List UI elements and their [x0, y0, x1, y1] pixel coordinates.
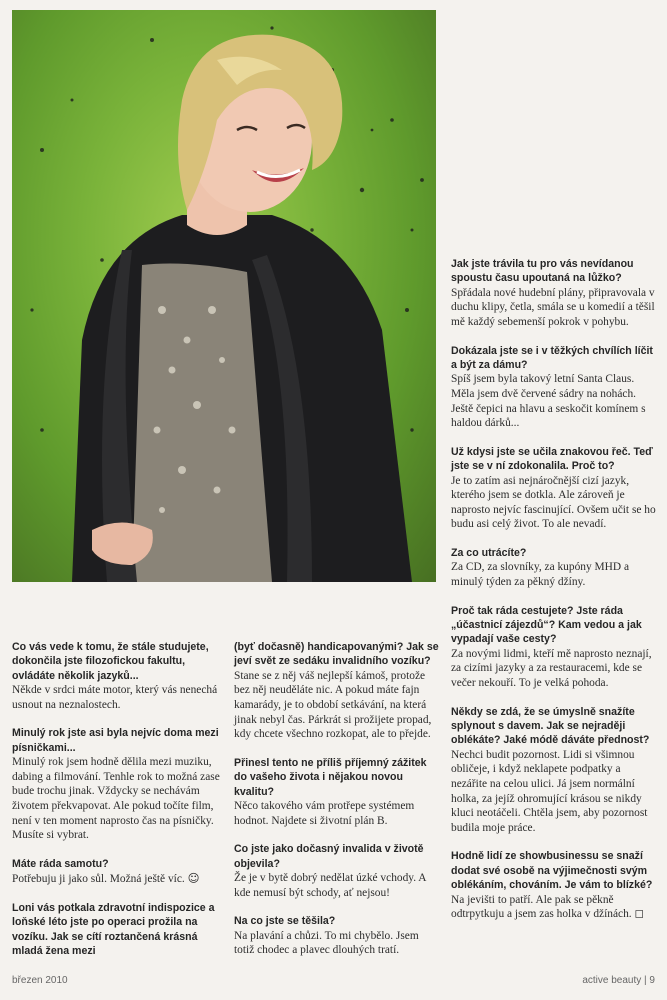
question: Co vás vede k tomu, že stále studujete, dokončila jste filozofickou fakultu, ovládáte několik jazyků... [12, 641, 209, 682]
question: Přinesl tento ne příliš příjemný zážitek do vašeho života i nějakou novou kvalitu? [234, 756, 427, 798]
question: Hodně lidí ze showbusinessu se snaží dodat své osobě na výjimečnosti svým oblékáním, chováním. Je vám to blízké? [451, 850, 653, 892]
qa-block [12, 726, 222, 842]
qa-block [451, 344, 657, 431]
question: Dokázala jste se i v těžkých chvílích líčit a být za dámu? [451, 344, 653, 371]
article-column-left [12, 640, 222, 972]
answer: Za novými lidmi, kteří mě naprosto neznají, za cizími jazyky a za restauracemi, kde se večer nekouří. To je velká pohoda. [451, 647, 652, 689]
photo-illustration [12, 10, 436, 582]
answer: Za CD, za slovníky, za kupóny MHD a minulý týden za pěkný džíny. [451, 561, 629, 588]
portrait-photo [12, 10, 436, 582]
question: Proč tak ráda cestujete? Jste ráda „účastnicí zájezdů“? Kam vedou a jak vypadají vaše cesty? [451, 604, 642, 646]
answer: Nechci budit pozornost. Lidi si všimnou obličeje, i když neklapete podpatky a nezářite na celou ulici. Já jsem normální holka, za jejíž ohromující krásou se nikdy kluci neotáčeli. Chtěla jsem, aby pozornost budila moje práce. [451, 748, 648, 834]
qa-block [234, 914, 440, 958]
qa-block [451, 849, 657, 921]
answer: Na plavání a chůzi. To mi chybělo. Jsem totiž chodec a plavec dlouhých tratí. [234, 929, 419, 957]
question: Jak jste trávila tu pro vás nevídanou spoustu času upoutaná na lůžko? [451, 258, 634, 285]
qa-block [12, 901, 222, 959]
question: Už kdysi jste se učila znakovou řeč. Teď jste se v ní zdokonalila. Proč to? [451, 445, 653, 473]
answer: Něco takového vám protřepe systémem hodnot. Najdete si životní plán B. [234, 800, 415, 827]
article-column-right [451, 257, 657, 936]
answer: Spřádala nové hudební plány, připravovala v duchu klipy, četla, smála se u komedií a těšil mě každý sebemenší pokrok v pohybu. [451, 286, 655, 328]
qa-block [451, 445, 657, 532]
question: Za co utrácíte? [451, 546, 527, 559]
smiley-icon: ☺ [187, 871, 200, 886]
answer: Že je v bytě dobrý nedělat úzké vchody. A kde nemusí být schody, ať nejsou! [234, 872, 426, 899]
page-number: active beauty | 9 [582, 975, 655, 986]
answer-text: Potřebuju ji jako sůl. Možná ještě víc. [12, 873, 185, 886]
question: Minulý rok jste asi byla nejvíc doma mezi písničkami... [12, 727, 219, 754]
question: Máte ráda samotu? [12, 857, 109, 870]
question: (byť dočasně) handicapovanými? Jak se jeví svět ze sedáku invalidního vozíku? [234, 641, 439, 668]
answer: Je to zatím asi nejnáročnější cizí jazyk, kterého jsem se dotkla. Ale zároveň je naprosto nejvíc fascinující. Ovšem učit se ho budu asi celý život. To ale nevadí. [451, 474, 656, 531]
question: Loni vás potkala zdravotní indispozice a loňské léto jste po operaci prožila na vozíku. Jak se cítí roztančená krásná mladá žena mezi [12, 901, 215, 957]
qa-block [12, 640, 222, 712]
qa-block [451, 546, 657, 590]
answer: Někde v srdci máte motor, který vás nenechá usnout na neznalostech. [12, 684, 218, 711]
answer [12, 871, 222, 887]
qa-block [12, 857, 222, 887]
qa-block [234, 756, 440, 828]
answer: Na jevišti to patří. Ale pak se pěkně odtrpytkuju a jsem zas holka v džínách. ◻ [451, 893, 644, 921]
qa-block [234, 640, 440, 742]
issue-date: březen 2010 [12, 975, 68, 986]
answer: Spíš jsem byla takový letní Santa Claus. Měla jsem dvě červené sádry na nohách. Ještě čepici na hlavu a seskočit komínem s haldou dárků... [451, 373, 646, 430]
qa-block [451, 604, 657, 691]
answer: Stane se z něj váš nejlepší kámoš, protože bez něj neuděláte nic. A pokud máte fajn kamarády, je to období setkávání, na která jinak nebyl čas. Párkrát si prožijete propad, kdy chcete všechno rozkopat, ale to přejde. [234, 669, 432, 741]
qa-block [234, 842, 440, 900]
answer: Minulý rok jsem hodně dělila mezi muziku, dabing a filmování. Tenhle rok to možná zase bude trochu jinak. Vždycky se nechávám životem překvapovat. Ale pokud točíte film, není v ten moment naprosto čas na písničky. Musíte si vybrat. [12, 756, 220, 842]
question: Co jste jako dočasný invalida v životě objevila? [234, 843, 424, 870]
question: Někdy se zdá, že se úmyslně snažíte splynout s davem. Jak se nejraději oblékáte? Jaké módě dáváte přednost? [451, 705, 650, 747]
question: Na co jste se těšila? [234, 915, 336, 928]
article-column-middle [234, 640, 440, 972]
qa-block [451, 257, 657, 330]
qa-block [451, 705, 657, 836]
